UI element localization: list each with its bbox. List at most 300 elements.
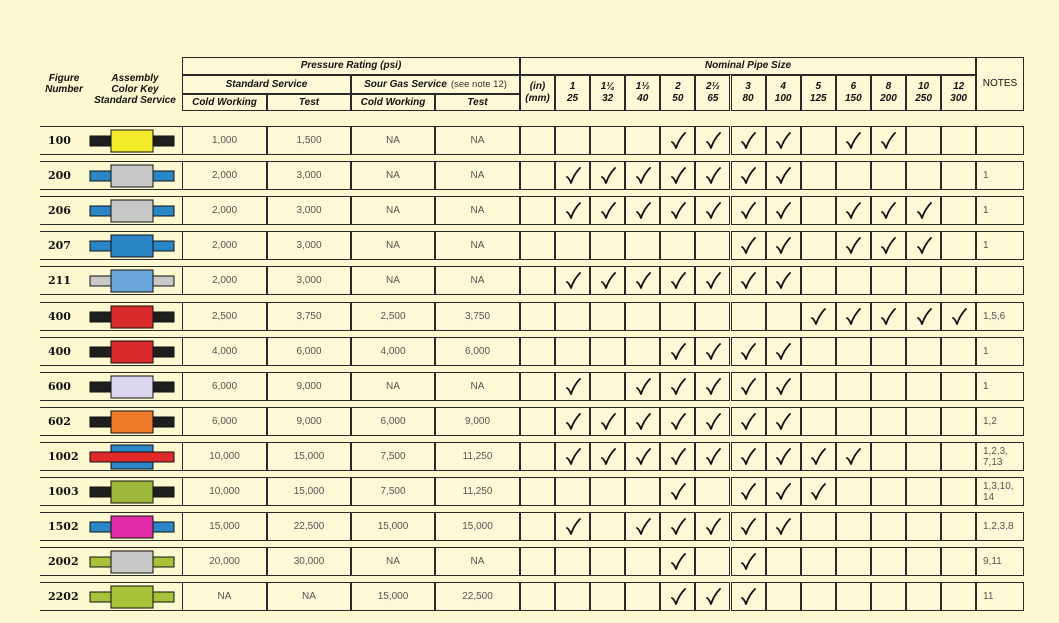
pipe-size-cell (836, 582, 871, 611)
notes-cell (976, 161, 1024, 190)
pipe-size-cell (836, 231, 871, 260)
std-cold-working-value (182, 231, 267, 260)
checkmark-icon (740, 343, 756, 361)
color-key-swatch (89, 163, 175, 189)
figure-number-cell (40, 442, 82, 471)
notes-text: 1,2,3, 7,13 (983, 445, 1009, 468)
notes-cell (976, 302, 1024, 331)
pipe-size-cell (801, 372, 836, 401)
figure-number: 600 (48, 380, 71, 393)
notes-text: 1 (983, 205, 989, 216)
pipe-size-cell (731, 302, 766, 331)
pipe-size-mm: 40 (637, 93, 649, 104)
notes-text: 1,2 (983, 416, 997, 427)
sour-cold-working-value-text: 6,000 (380, 416, 406, 427)
pipe-size-mm: 25 (566, 93, 579, 104)
pipe-size-cell (801, 407, 836, 436)
figure-number-cell (40, 196, 82, 225)
pipe-size-cell (731, 266, 766, 295)
pipe-size-cell (590, 407, 625, 436)
sour-cold-working-value-text: 4,000 (380, 346, 406, 357)
checkmark-icon (705, 518, 721, 536)
pipe-size-cell (731, 442, 766, 471)
sour-cold-working-value-text: 7,500 (380, 451, 406, 462)
pipe-size-cell (731, 512, 766, 541)
pipe-size-cell (695, 547, 730, 576)
color-key-cell (82, 337, 182, 366)
sour-test-value (435, 266, 520, 295)
notes-text: 1,2,3,8 (983, 521, 1014, 532)
pipe-size-cell (766, 442, 801, 471)
unit-cell (520, 337, 555, 366)
std-test-value-text: 3,000 (296, 170, 322, 181)
pipe-size-cell (695, 196, 730, 225)
checkmark-icon (916, 308, 932, 326)
checkmark-icon (600, 272, 616, 290)
std-test-value-text: 15,000 (293, 451, 325, 462)
std-cold-working-value (182, 407, 267, 436)
checkmark-icon (740, 132, 756, 150)
pipe-size-cell (906, 547, 941, 576)
pressure-rating-label: Pressure Rating (psi) (300, 60, 402, 71)
checkmark-icon (565, 448, 581, 466)
pipe-size-cell (695, 372, 730, 401)
checkmark-icon (740, 202, 756, 220)
pipe-size-cell (766, 512, 801, 541)
pipe-size-cell (766, 337, 801, 366)
pipe-size-mm: 80 (742, 93, 754, 104)
color-key-swatch (89, 409, 175, 435)
pipe-size-cell (660, 442, 695, 471)
checkmark-icon (670, 272, 686, 290)
pipe-size-cell (660, 302, 695, 331)
sour-test-value (435, 547, 520, 576)
notes-text: 1,5,6 (983, 311, 1006, 322)
checkmark-icon (670, 553, 686, 571)
checkmark-icon (740, 483, 756, 501)
pipe-size-header (695, 75, 730, 111)
sour-cold-working-value (351, 302, 435, 331)
checkmark-icon (951, 308, 967, 326)
figure-number-cell (40, 126, 82, 155)
figure-number-cell (40, 512, 82, 541)
checkmark-icon (810, 483, 826, 501)
nominal-pipe-size-label: Nominal Pipe Size (704, 60, 792, 71)
pipe-size-cell (906, 512, 941, 541)
notes-cell (976, 582, 1024, 611)
sour-test-value-text: NA (470, 381, 485, 392)
sour-test-value (435, 442, 520, 471)
pipe-size-in: 2½ (705, 81, 720, 92)
sour-gas-note: (see note 12) (450, 78, 507, 90)
pipe-size-cell (766, 126, 801, 155)
pipe-size-header (801, 75, 836, 111)
pipe-size-cell (871, 477, 906, 506)
nominal-pipe-size-header (520, 57, 976, 75)
pipe-size-cell (871, 547, 906, 576)
checkmark-icon (670, 132, 686, 150)
sour-cold-working-value-text: NA (386, 135, 400, 146)
checkmark-icon (670, 202, 686, 220)
notes-cell (976, 477, 1024, 506)
pipe-size-cell (660, 126, 695, 155)
checkmark-icon (775, 518, 791, 536)
std-cold-working-value (182, 547, 267, 576)
pipe-size-cell (871, 266, 906, 295)
pipe-size-cell (555, 196, 590, 225)
checkmark-icon (705, 167, 721, 185)
std-test-value (267, 442, 351, 471)
pipe-size-header (941, 75, 976, 111)
pipe-size-mm: 300 (950, 93, 967, 104)
pipe-size-cell (906, 196, 941, 225)
pipe-size-cell (836, 477, 871, 506)
color-key-swatch (89, 268, 175, 294)
pipe-size-cell (906, 337, 941, 366)
figure-number-cell (40, 337, 82, 366)
pipe-size-mm: 50 (672, 93, 684, 104)
figure-number: 200 (48, 169, 71, 182)
figure-number: 2002 (48, 555, 79, 568)
pipe-size-cell (660, 582, 695, 611)
sour-test-value (435, 337, 520, 366)
figure-number: 400 (48, 345, 71, 358)
color-key-swatch (89, 128, 175, 154)
pipe-size-cell (555, 372, 590, 401)
std-cold-working-value-text: 2,500 (211, 311, 238, 322)
pipe-size-cell (731, 337, 766, 366)
sour-cold-working-value-text: NA (386, 240, 400, 251)
color-key-swatch (89, 549, 175, 575)
figure-number-cell (40, 547, 82, 576)
sour-gas-service-label: Sour Gas Service (364, 78, 447, 90)
notes-text: 1 (983, 170, 989, 181)
unit-mm-label: (mm) (525, 93, 550, 104)
checkmark-icon (775, 272, 791, 290)
color-key-swatch (89, 444, 175, 470)
sour-cold-working-value (351, 512, 435, 541)
pipe-size-mm: 150 (845, 93, 862, 104)
checkmark-icon (845, 237, 861, 255)
checkmark-icon (880, 308, 896, 326)
pipe-size-cell (801, 126, 836, 155)
checkmark-icon (600, 167, 616, 185)
pipe-size-cell (625, 582, 660, 611)
std-test-value-text: 3,000 (296, 275, 322, 286)
std-cold-working-value (182, 477, 267, 506)
color-key-cell (82, 231, 182, 260)
standard-service-label: Standard Service (225, 78, 308, 90)
checkmark-icon (635, 202, 651, 220)
color-key-cell (82, 407, 182, 436)
pipe-size-cell (660, 372, 695, 401)
sour-test-value-text: 15,000 (462, 521, 493, 532)
std-cold-working-value (182, 302, 267, 331)
std-test-header (267, 94, 351, 111)
pipe-size-cell (941, 196, 976, 225)
pipe-size-cell (906, 302, 941, 331)
pipe-size-cell (731, 547, 766, 576)
pipe-size-in: 3 (745, 81, 751, 92)
pipe-size-cell (695, 161, 730, 190)
pipe-size-cell (695, 337, 730, 366)
sour-cold-working-value (351, 477, 435, 506)
std-test-value (267, 126, 351, 155)
pipe-size-cell (836, 302, 871, 331)
pipe-size-cell (941, 547, 976, 576)
pipe-size-cell (836, 547, 871, 576)
std-test-value-text: 1,500 (296, 135, 322, 146)
sour-cold-working-value-text: 15,000 (377, 521, 409, 532)
checkmark-icon (670, 413, 686, 431)
sour-cold-working-value (351, 407, 435, 436)
sour-test-value-text: NA (470, 275, 485, 286)
notes-cell (976, 196, 1024, 225)
checkmark-icon (635, 518, 651, 536)
pipe-size-in: 10 (917, 81, 930, 92)
pipe-size-cell (625, 196, 660, 225)
checkmark-icon (600, 448, 616, 466)
checkmark-icon (740, 413, 756, 431)
sour-test-value (435, 512, 520, 541)
pipe-size-cell (660, 161, 695, 190)
pipe-size-cell (625, 512, 660, 541)
checkmark-icon (775, 483, 791, 501)
pipe-size-cell (625, 337, 660, 366)
pipe-size-cell (625, 477, 660, 506)
pipe-size-in: 6 (850, 81, 857, 92)
pipe-size-cell (625, 302, 660, 331)
pipe-size-cell (766, 582, 801, 611)
pipe-size-cell (941, 442, 976, 471)
sour-test-value-text: NA (470, 205, 485, 216)
pipe-size-cell (625, 161, 660, 190)
std-test-value-text: NA (302, 591, 316, 602)
std-cold-working-value-text: 1,000 (211, 135, 238, 146)
sour-test-header (435, 94, 520, 111)
std-test-value-text: 9,000 (296, 381, 322, 392)
std-test-value-text: 9,000 (296, 416, 322, 427)
pipe-size-header (731, 75, 766, 111)
checkmark-icon (845, 132, 861, 150)
pipe-size-cell (871, 337, 906, 366)
sour-test-value-text: NA (470, 170, 485, 181)
pipe-size-cell (941, 231, 976, 260)
std-test-value (267, 582, 351, 611)
figure-number: 1002 (48, 450, 79, 463)
pipe-size-mm: 200 (880, 93, 897, 104)
checkmark-icon (600, 413, 616, 431)
sour-cold-working-value (351, 161, 435, 190)
pipe-size-cell (801, 337, 836, 366)
checkmark-icon (635, 378, 651, 396)
pipe-size-cell (590, 126, 625, 155)
pipe-size-cell (590, 337, 625, 366)
figure-number: 1502 (48, 520, 79, 533)
sour-test-value (435, 126, 520, 155)
checkmark-icon (670, 448, 686, 466)
color-key-cell (82, 302, 182, 331)
std-test-value (267, 302, 351, 331)
pipe-size-cell (695, 512, 730, 541)
sour-cold-working-value-text: 2,500 (380, 311, 406, 322)
pipe-size-cell (941, 512, 976, 541)
pipe-size-cell (801, 582, 836, 611)
std-cold-working-value (182, 337, 267, 366)
checkmark-icon (705, 413, 721, 431)
pipe-size-cell (836, 512, 871, 541)
pipe-size-mm: 125 (809, 93, 827, 104)
std-cold-working-value (182, 372, 267, 401)
unit-cell (520, 477, 555, 506)
pipe-size-cell (695, 302, 730, 331)
unit-cell (520, 161, 555, 190)
pipe-size-cell (625, 442, 660, 471)
std-cold-working-value-text: 15,000 (209, 521, 240, 532)
sour-test-value-text: 3,750 (464, 311, 491, 322)
std-test-value (267, 196, 351, 225)
pipe-size-cell (766, 231, 801, 260)
pipe-size-cell (625, 407, 660, 436)
checkmark-icon (670, 378, 686, 396)
checkmark-icon (740, 167, 756, 185)
figure-number-cell (40, 582, 82, 611)
pipe-size-cell (766, 266, 801, 295)
std-cold-working-value (182, 512, 267, 541)
pipe-size-cell (555, 582, 590, 611)
sour-cold-working-value (351, 196, 435, 225)
std-cold-working-value (182, 266, 267, 295)
checkmark-icon (635, 448, 651, 466)
sour-cold-working-value (351, 266, 435, 295)
sour-test-header-label: Test (467, 96, 488, 108)
pipe-size-cell (695, 266, 730, 295)
pipe-size-cell (660, 231, 695, 260)
unit-in-label: (in) (529, 81, 546, 92)
pipe-size-cell (906, 126, 941, 155)
checkmark-icon (565, 167, 581, 185)
unit-cell (520, 372, 555, 401)
color-key-cell (82, 372, 182, 401)
checkmark-icon (670, 588, 686, 606)
pipe-size-cell (555, 266, 590, 295)
sour-cold-working-value (351, 126, 435, 155)
pipe-size-cell (941, 337, 976, 366)
std-test-value-text: 3,000 (296, 240, 322, 251)
pipe-size-cell (836, 372, 871, 401)
pipe-size-cell (555, 231, 590, 260)
checkmark-icon (916, 237, 932, 255)
pipe-size-cell (766, 547, 801, 576)
checkmark-icon (705, 202, 721, 220)
pipe-size-header (836, 75, 871, 111)
checkmark-icon (775, 202, 791, 220)
pipe-size-cell (871, 442, 906, 471)
notes-header (976, 57, 1024, 111)
sour-test-value-text: NA (470, 240, 485, 251)
pipe-size-cell (801, 512, 836, 541)
pipe-size-cell (695, 477, 730, 506)
pipe-size-cell (836, 266, 871, 295)
checkmark-icon (600, 202, 616, 220)
figure-number-cell (40, 302, 82, 331)
figure-number: 2202 (48, 590, 79, 603)
pipe-size-cell (836, 407, 871, 436)
notes-text: 1 (983, 346, 989, 357)
checkmark-icon (740, 448, 756, 466)
standard-service-header (182, 75, 351, 94)
pipe-size-cell (941, 126, 976, 155)
std-cold-working-value-text: 10,000 (209, 451, 240, 462)
pipe-size-cell (731, 231, 766, 260)
unit-header (520, 75, 555, 111)
pipe-size-cell (941, 477, 976, 506)
sour-cold-working-value-text: NA (386, 170, 400, 181)
pipe-size-cell (555, 337, 590, 366)
color-key-swatch (89, 479, 175, 505)
checkmark-icon (705, 378, 721, 396)
sour-cold-working-value (351, 231, 435, 260)
pipe-size-cell (836, 161, 871, 190)
pipe-size-cell (660, 196, 695, 225)
assembly-color-key-header: Assembly Color Key Standard Service (94, 73, 176, 106)
pipe-size-header (871, 75, 906, 111)
std-test-value (267, 231, 351, 260)
pipe-size-cell (555, 442, 590, 471)
checkmark-icon (670, 518, 686, 536)
pipe-size-cell (555, 477, 590, 506)
pipe-size-in: 2 (675, 81, 681, 92)
sour-test-value (435, 477, 520, 506)
std-cold-working-value (182, 126, 267, 155)
color-key-swatch (89, 304, 175, 330)
pipe-size-cell (836, 337, 871, 366)
std-cold-working-value-text: 20,000 (209, 556, 240, 567)
pipe-size-cell (871, 126, 906, 155)
pipe-size-cell (766, 302, 801, 331)
pipe-size-in: 8 (885, 81, 892, 92)
figure-number: 207 (48, 239, 71, 252)
color-key-swatch (89, 233, 175, 259)
checkmark-icon (670, 483, 686, 501)
pipe-size-cell (625, 126, 660, 155)
pipe-size-header (625, 75, 660, 111)
std-cold-working-value-text: 2,000 (211, 240, 238, 251)
sour-test-value (435, 407, 520, 436)
checkmark-icon (845, 202, 861, 220)
figure-number: 206 (48, 204, 71, 217)
pipe-size-mm: 32 (602, 93, 614, 104)
pipe-size-cell (625, 266, 660, 295)
pipe-size-cell (660, 477, 695, 506)
pipe-size-cell (871, 582, 906, 611)
color-key-cell (82, 161, 182, 190)
sour-test-value (435, 161, 520, 190)
pipe-size-cell (766, 407, 801, 436)
color-key-swatch (89, 339, 175, 365)
figure-number-cell (40, 161, 82, 190)
sour-cold-working-value-text: 15,000 (377, 591, 409, 602)
pipe-size-cell (906, 266, 941, 295)
notes-text: 9,11 (983, 556, 1002, 567)
std-test-value-text: 3,000 (296, 205, 322, 216)
pipe-size-in: 1¼ (600, 81, 615, 92)
pipe-size-cell (766, 477, 801, 506)
sour-test-value-text: 9,000 (464, 416, 491, 427)
sour-cold-working-header (351, 94, 435, 111)
sour-cold-working-value-text: NA (386, 275, 400, 286)
unit-cell (520, 302, 555, 331)
